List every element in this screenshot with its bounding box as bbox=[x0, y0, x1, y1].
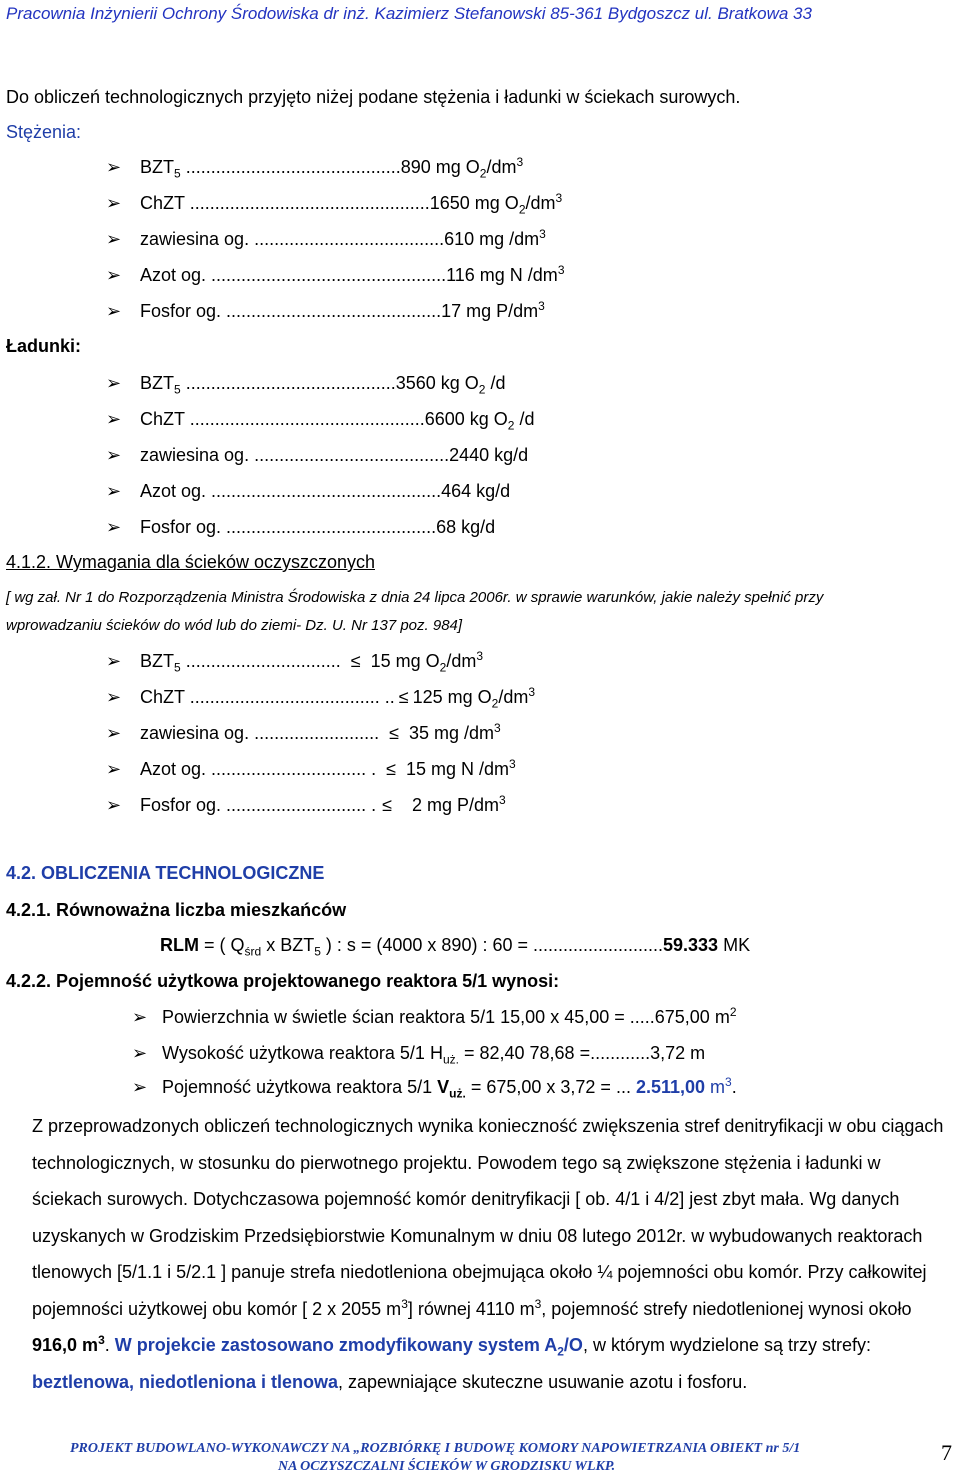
bullet-arrow-icon: ➢ bbox=[106, 409, 122, 429]
page-header: Pracownia Inżynierii Ochrony Środowiska dr inż. Kazimierz Stefanowski 85-361 Bydgoszcz ul. Bratkowa 33 bbox=[6, 4, 812, 23]
bullet-arrow-icon: ➢ bbox=[132, 1077, 148, 1097]
regulation-note-cont: wprowadzaniu ścieków do wód lub do ziemi- Dz. U. Nr 137 poz. 984] bbox=[6, 617, 463, 634]
bullet-arrow-icon: ➢ bbox=[106, 723, 122, 743]
list-item: ➢ ChZT ...............................................6600 kg $O_2$ /d bbox=[106, 409, 535, 433]
bullet-arrow-icon: ➢ bbox=[132, 1007, 148, 1027]
section-heading-4-2: 4.2. OBLICZENIA TECHNOLOGICZNE bbox=[6, 863, 325, 883]
list-item: ➢ ChZT ................................................1650 mg $O_2/dm^3$ bbox=[106, 191, 563, 217]
conclusion-paragraph: Z przeprowadzonych obliczeń technologicznych wynika konieczność zwiększenia stref denitryfikacji w obu ciągach technologicznych, w stosunku do pierwotnego projektu. Powodem tego są zwiększone stężenia i ładunki w ściekach surowych. Dotychczasowa pojemność komór denitryfikacji [ ob. 4/1 i 4/2] jest zbyt mała. Wg danych uzyskanych w Grodziskim Przedsiębiorstwie Komunalnym w dniu 08 lutego 2012r. w wybudowanych reaktorach tlenowych [5/1.1 i 5/2.1 ] panuje strefa niedotleniona obejmująca około ¼ pojemności obu komór. Przy całkowitej pojemności użytkowej obu komór [ 2 x 2055 $m^3$] równej 4110 $m^3$, pojemność strefy niedotlenionej wynosi około 916,0 $m^3$. W projekcie zastosowano zmodyfikowany system $A_2/O$, w którym wydzielone są trzy strefy: beztlenowa, niedotleniona i tlenowa, zapewniające skuteczne usuwanie azotu i fosforu. bbox=[32, 1116, 944, 1392]
bullet-arrow-icon: ➢ bbox=[106, 795, 122, 815]
regulation-note: [ wg zał. Nr 1 do Rozporządzenia Ministra Środowiska z dnia 24 lipca 2006r. w sprawie warunków, jakie należy spełnić przy bbox=[6, 589, 824, 606]
stezenia-heading: Stężenia: bbox=[6, 122, 82, 142]
list-item: ➢ Fosfor og. ...........................................17 mg $P/dm^3$ bbox=[106, 299, 545, 321]
section-heading-4-1-2: 4.1.2. Wymagania dla ścieków oczyszczonych bbox=[6, 552, 375, 572]
le-symbol: ≤ bbox=[398, 687, 409, 707]
list-item: ➢ Azot og. ..............................................464 kg/d bbox=[106, 481, 511, 501]
footer-line-1: PROJEKT BUDOWLANO-WYKONAWCZY NA „ROZBIÓRKĘ I BUDOWĘ KOMORY NAPOWIETRZANIA OBIEKT nr 5/1 bbox=[70, 1441, 801, 1456]
bullet-arrow-icon: ➢ bbox=[106, 687, 122, 707]
bullet-arrow-icon: ➢ bbox=[106, 445, 122, 465]
le-symbol: ≤ bbox=[386, 759, 396, 779]
footer-line-2: NA OCZYSZCZALNI ŚCIEKÓW W GRODZISKU WLKP. bbox=[278, 1459, 616, 1474]
list-item: ➢ Fosfor og. ..........................................68 kg/d bbox=[106, 517, 496, 537]
list-item: ➢ zawiesina og. ......................... ≤ 35 mg $/dm^3$ bbox=[106, 721, 501, 743]
section-heading-4-2-1: 4.2.1. Równoważna liczba mieszkańców bbox=[6, 900, 347, 920]
bullet-arrow-icon: ➢ bbox=[106, 301, 122, 321]
list-item: ➢ Powierzchnia w świetle ścian reaktora 5/1 15,00 x 45,00 = .....675,00 $m^2$ bbox=[132, 1005, 737, 1027]
ladunki-heading: Ładunki: bbox=[6, 336, 81, 356]
page-number: 7 bbox=[941, 1440, 952, 1465]
list-item: ➢ $BZT_5$ ..........................................3560 kg $O_2$ /d bbox=[106, 373, 506, 397]
list-item: ➢ Fosfor og. ............................ . ≤ 2 mg $P/dm^3$ bbox=[106, 793, 506, 815]
section-heading-4-2-2: 4.2.2. Pojemność użytkowa projektowanego reaktora 5/1 wynosi: bbox=[6, 971, 560, 991]
list-item: ➢ Wysokość użytkowa reaktora 5/1 $H_{uż.} = 82,40$ 78,68 =............3,72 m bbox=[132, 1043, 706, 1067]
bullet-arrow-icon: ➢ bbox=[106, 373, 122, 393]
le-symbol: ≤ bbox=[389, 723, 399, 743]
le-symbol: ≤ bbox=[382, 795, 392, 815]
intro-text: Do obliczeń technologicznych przyjęto niżej podane stężenia i ładunki w ściekach surowych. bbox=[6, 87, 741, 107]
list-item: ➢ $BZT_5$ ............................... ≤ 15 mg $O_2/dm^3$ bbox=[106, 649, 484, 675]
bullet-arrow-icon: ➢ bbox=[106, 157, 122, 177]
list-item: ➢ $BZT_5$ ...........................................890 mg $O_2/dm^3$ bbox=[106, 155, 524, 181]
list-item: ➢ ChZT ...................................... .. ≤ 125 mg $O_2/dm^3$ bbox=[106, 685, 536, 711]
bullet-arrow-icon: ➢ bbox=[106, 517, 122, 537]
bullet-arrow-icon: ➢ bbox=[132, 1043, 148, 1063]
list-item: ➢ Azot og. ...............................................116 mg N $/dm^3$ bbox=[106, 263, 565, 285]
list-item: ➢ zawiesina og. .......................................2440 kg/d bbox=[106, 445, 529, 465]
bullet-arrow-icon: ➢ bbox=[106, 651, 122, 671]
bullet-arrow-icon: ➢ bbox=[106, 193, 122, 213]
list-item: ➢ zawiesina og. ......................................610 mg $/dm^3$ bbox=[106, 227, 546, 249]
le-symbol: ≤ bbox=[350, 651, 361, 671]
list-item: ➢ Pojemność użytkowa reaktora 5/1 $V_{uż.} = 675,00$ x 3,72 = ... 2.511,00 $m^3$. bbox=[132, 1075, 737, 1101]
rlm-formula: RLM = ( $Q_{śrd}$ x $BZT_5$ ) : s = (4000 x 890) : 60 = ..........................59.333 MK bbox=[160, 935, 751, 959]
bullet-arrow-icon: ➢ bbox=[106, 481, 122, 501]
list-item: ➢ Azot og. ............................... . ≤ 15 mg N $/dm^3$ bbox=[106, 757, 516, 779]
bullet-arrow-icon: ➢ bbox=[106, 229, 122, 249]
bullet-arrow-icon: ➢ bbox=[106, 759, 122, 779]
bullet-arrow-icon: ➢ bbox=[106, 265, 122, 285]
